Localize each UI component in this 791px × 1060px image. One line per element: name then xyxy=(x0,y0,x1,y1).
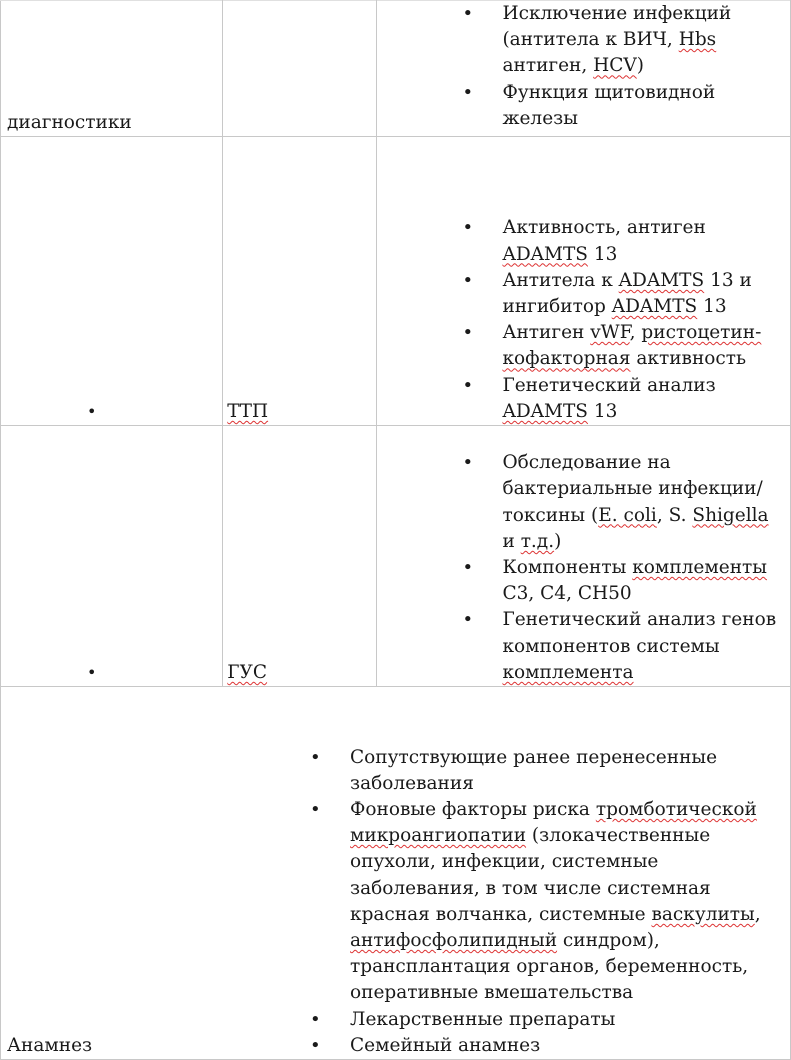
list-item-text: синдром), трансплантация органов, беременность, оперативные вмешательства xyxy=(350,929,749,1004)
table-row xyxy=(1,137,791,426)
table-row xyxy=(1,1,791,137)
list-item-text: (злокачественные опухоли, инфекции, системные заболевания, в том числе системная красная волчанка, системные xyxy=(350,825,711,925)
flagged-word: антифосфолипидный xyxy=(350,929,558,951)
cell-list xyxy=(377,137,791,426)
bullet-icon: • xyxy=(87,401,97,421)
flagged-word: Shigella xyxy=(692,504,769,526)
list-item-text: 13 xyxy=(587,400,618,422)
list-item-text: Антитела к xyxy=(502,269,619,291)
list-item xyxy=(377,80,790,132)
list-item-text: 13 xyxy=(697,295,727,317)
list-item-text: Исключение инфекций (антитела к ВИЧ, xyxy=(502,3,732,51)
list-item-text: Генетический анализ xyxy=(502,374,716,396)
list-item-text: , S. xyxy=(656,504,693,526)
list-item xyxy=(377,320,790,372)
list-item xyxy=(1,1033,790,1059)
list-item-text: Сопутствующие ранее перенесенные заболевания xyxy=(350,746,718,794)
list-item-text: 13 и ингибитор xyxy=(502,269,752,317)
flagged-word: E. coli xyxy=(598,504,657,526)
flagged-word: ADAMTS xyxy=(502,243,588,265)
list-item-text: Генетический анализ генов компонентов системы xyxy=(502,609,777,657)
flagged-word: ADAMTS xyxy=(502,400,588,422)
flagged-word: Hbs xyxy=(678,29,717,51)
list-item xyxy=(1,797,790,1007)
list-item-text: Активность, антиген xyxy=(502,217,706,239)
list-item xyxy=(377,215,790,267)
flagged-word: комплементы xyxy=(632,556,767,578)
cell-merged xyxy=(1,687,791,1060)
flagged-word: ристоцетин-кофакторная xyxy=(502,322,762,370)
cell-bullet xyxy=(1,426,223,687)
list-item-text: Функция щитовидной железы xyxy=(502,81,716,129)
list-item-text: Компоненты xyxy=(502,556,633,578)
list-item xyxy=(377,555,790,607)
list-item xyxy=(377,373,790,425)
list-item-text: ) xyxy=(554,530,562,552)
bullet-list xyxy=(377,215,790,425)
list-item xyxy=(1,745,790,797)
flagged-word: vWF xyxy=(590,322,630,344)
list-item-text: Лекарственные препараты xyxy=(350,1008,616,1030)
flagged-word: ADAMTS xyxy=(611,295,698,317)
flagged-word: тромботической микроангиопатии xyxy=(350,798,757,847)
bullet-list xyxy=(377,1,790,132)
flagged-word: ADAMTS xyxy=(618,269,705,291)
row-label: Анамнез xyxy=(7,1034,93,1056)
cell-list xyxy=(377,426,791,687)
flagged-word: комплемента xyxy=(502,661,634,683)
row-label: диагностики xyxy=(7,111,132,133)
table-row xyxy=(1,687,791,1060)
bullet-list xyxy=(377,450,790,686)
list-item xyxy=(377,450,790,555)
cell-empty xyxy=(223,1,377,137)
flagged-word: васкулиты xyxy=(651,903,755,925)
list-item-text: , xyxy=(629,322,642,344)
list-item-text: ) xyxy=(636,55,645,77)
bullet-list xyxy=(1,745,790,1059)
list-item-text: Антиген xyxy=(502,322,591,344)
list-item-text: Семейный анамнез xyxy=(350,1034,541,1056)
list-item xyxy=(377,268,790,320)
table-row xyxy=(1,426,791,687)
list-item-text: антиген, xyxy=(502,55,594,77)
row-label: ГУС xyxy=(227,661,268,683)
list-item xyxy=(377,1,790,80)
cell-label xyxy=(223,137,377,426)
row-label: ТТП xyxy=(227,400,269,422)
list-item-text: C3, C4, CH50 xyxy=(502,583,632,605)
flagged-word: HCV xyxy=(593,55,637,77)
bullet-icon: • xyxy=(87,662,97,682)
list-item-text: , xyxy=(754,903,761,925)
list-item-text: и xyxy=(502,530,521,552)
flagged-word: т.д. xyxy=(520,530,555,552)
cell-bullet xyxy=(1,137,223,426)
list-item xyxy=(1,1007,790,1033)
list-item-text: 13 xyxy=(587,243,618,265)
list-item-text: активность xyxy=(630,348,747,370)
cell-list xyxy=(377,1,791,137)
cell-label xyxy=(223,426,377,687)
list-item xyxy=(377,607,790,686)
cell-label xyxy=(1,1,223,137)
list-item-text: Фоновые факторы риска xyxy=(350,798,596,820)
list-item-text: Обследование на бактериальные инфекции/токсины ( xyxy=(502,452,763,526)
